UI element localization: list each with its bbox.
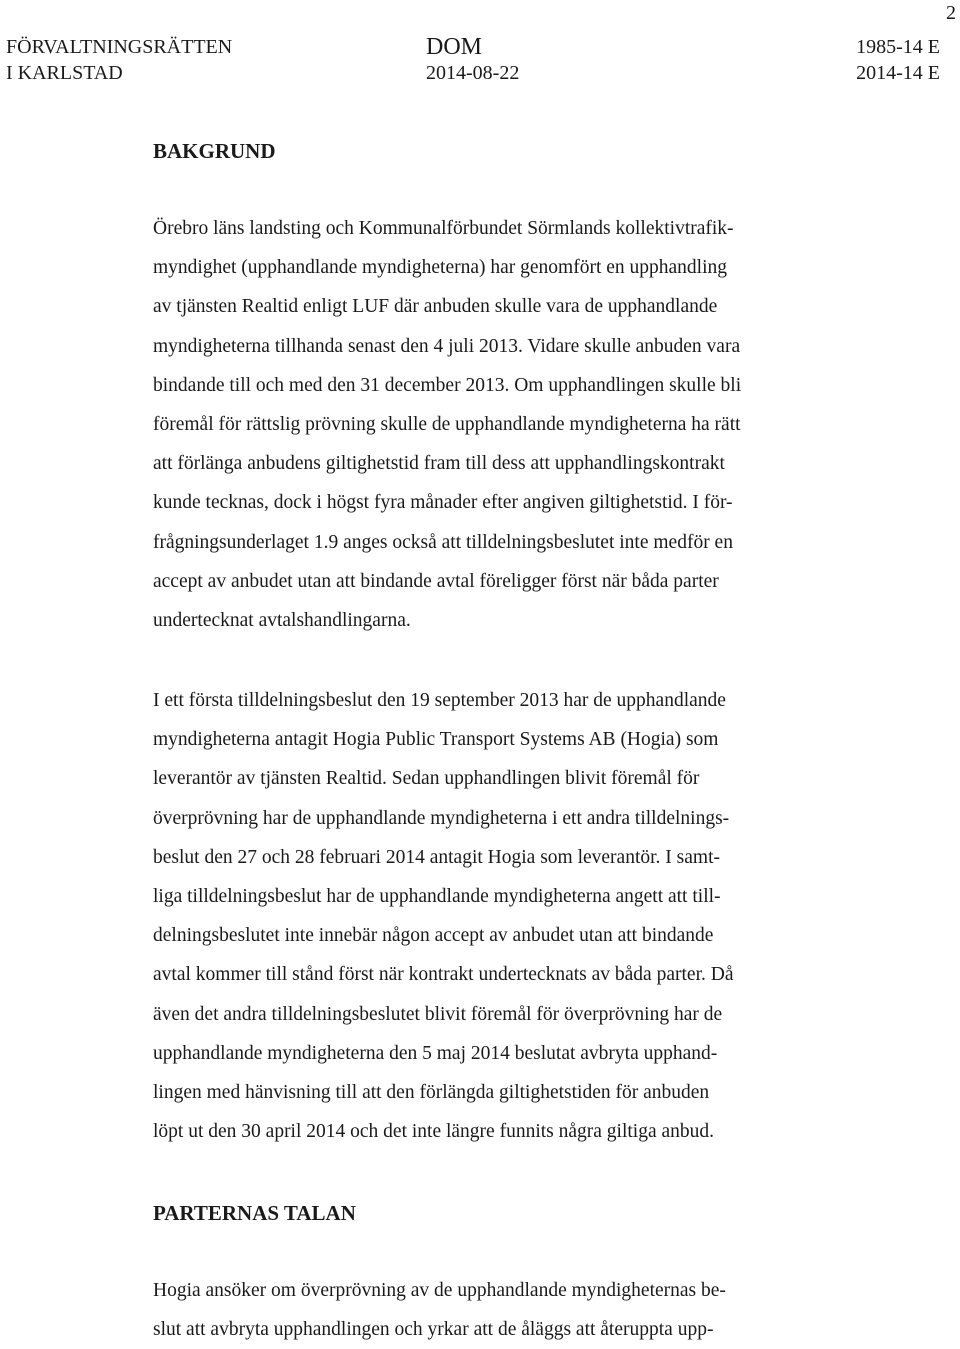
text-line: undertecknat avtalshandlingarna. bbox=[153, 610, 411, 632]
text-line: liga tilldelningsbeslut har de upphandlande myndigheterna angett att till- bbox=[153, 886, 721, 908]
text-line: bindande till och med den 31 december 2013. Om upphandlingen skulle bli bbox=[153, 374, 742, 396]
court-name-line1: FÖRVALTNINGSRÄTTEN bbox=[6, 36, 233, 58]
heading-bakgrund: BAKGRUND bbox=[153, 139, 276, 163]
text-line: upphandlande myndigheterna den 5 maj 2014 beslutat avbryta upphand- bbox=[153, 1042, 718, 1064]
paragraph-bakgrund-2 bbox=[153, 681, 853, 1151]
document-type bbox=[426, 34, 519, 86]
heading-parternas-talan: PARTERNAS TALAN bbox=[153, 1201, 356, 1225]
text-line: slut att avbryta upphandlingen och yrkar att de åläggs att återuppta upp- bbox=[153, 1319, 714, 1341]
text-line: avtal kommer till stånd först när kontrakt undertecknats av båda parter. Då bbox=[153, 964, 734, 986]
paragraph-parternas-talan bbox=[153, 1271, 853, 1349]
document-type-label: DOM bbox=[426, 34, 483, 60]
text-line: myndighet (upphandlande myndigheterna) har genomfört en upphandling bbox=[153, 257, 728, 279]
page-number: 2 bbox=[946, 2, 956, 24]
court-name-line2: I KARLSTAD bbox=[6, 62, 123, 84]
case-number-1: 1985-14 E bbox=[856, 36, 940, 58]
text-line: kunde tecknas, dock i högst fyra månader efter angiven giltighetstid. I för- bbox=[153, 492, 733, 514]
text-line: Hogia ansöker om överprövning av de upphandlande myndigheternas be- bbox=[153, 1280, 726, 1301]
text-line: leverantör av tjänsten Realtid. Sedan upphandlingen blivit föremål för bbox=[153, 768, 700, 790]
text-line: accept av anbudet utan att bindande avtal föreligger först när båda parter bbox=[153, 570, 719, 592]
text-line: myndigheterna tillhanda senast den 4 juli 2013. Vidare skulle anbuden vara bbox=[153, 335, 741, 357]
text-line: myndigheterna antagit Hogia Public Transport Systems AB (Hogia) som bbox=[153, 729, 719, 751]
text-line: beslut den 27 och 28 februari 2014 antagit Hogia som leverantör. I samt- bbox=[153, 846, 720, 868]
text-line: även det andra tilldelningsbeslutet blivit föremål för överprövning har de bbox=[153, 1003, 723, 1025]
text-line: överprövning har de upphandlande myndigheterna i ett andra tilldelnings- bbox=[153, 807, 730, 829]
text-line: frågningsunderlaget 1.9 anges också att tilldelningsbeslutet inte medför en bbox=[153, 531, 733, 553]
text-line: av tjänsten Realtid enligt LUF där anbuden skulle vara de upphandlande bbox=[153, 296, 718, 318]
text-line: löpt ut den 30 april 2014 och det inte längre funnits några giltiga anbud. bbox=[153, 1121, 715, 1143]
text-line: att förlänga anbudens giltighetstid fram till dess att upphandlingskontrakt bbox=[153, 453, 725, 475]
case-number-2: 2014-14 E bbox=[856, 62, 940, 84]
text-line: föremål för rättslig prövning skulle de upphandlande myndigheterna ha rätt bbox=[153, 414, 741, 436]
document-date: 2014-08-22 bbox=[426, 62, 520, 84]
text-line: delningsbeslutet inte innebär någon accept av anbudet utan att bindande bbox=[153, 925, 714, 947]
text-line: Örebro läns landsting och Kommunalförbundet Sörmlands kollektivtrafik- bbox=[153, 218, 734, 239]
paragraph-bakgrund-1 bbox=[153, 209, 853, 640]
text-line: I ett första tilldelningsbeslut den 19 september 2013 har de upphandlande bbox=[153, 690, 726, 711]
text-line: lingen med hänvisning till att den förlängda giltighetstiden för anbuden bbox=[153, 1082, 710, 1104]
court-name bbox=[6, 34, 232, 86]
document-header bbox=[6, 34, 940, 94]
case-numbers bbox=[856, 34, 940, 86]
